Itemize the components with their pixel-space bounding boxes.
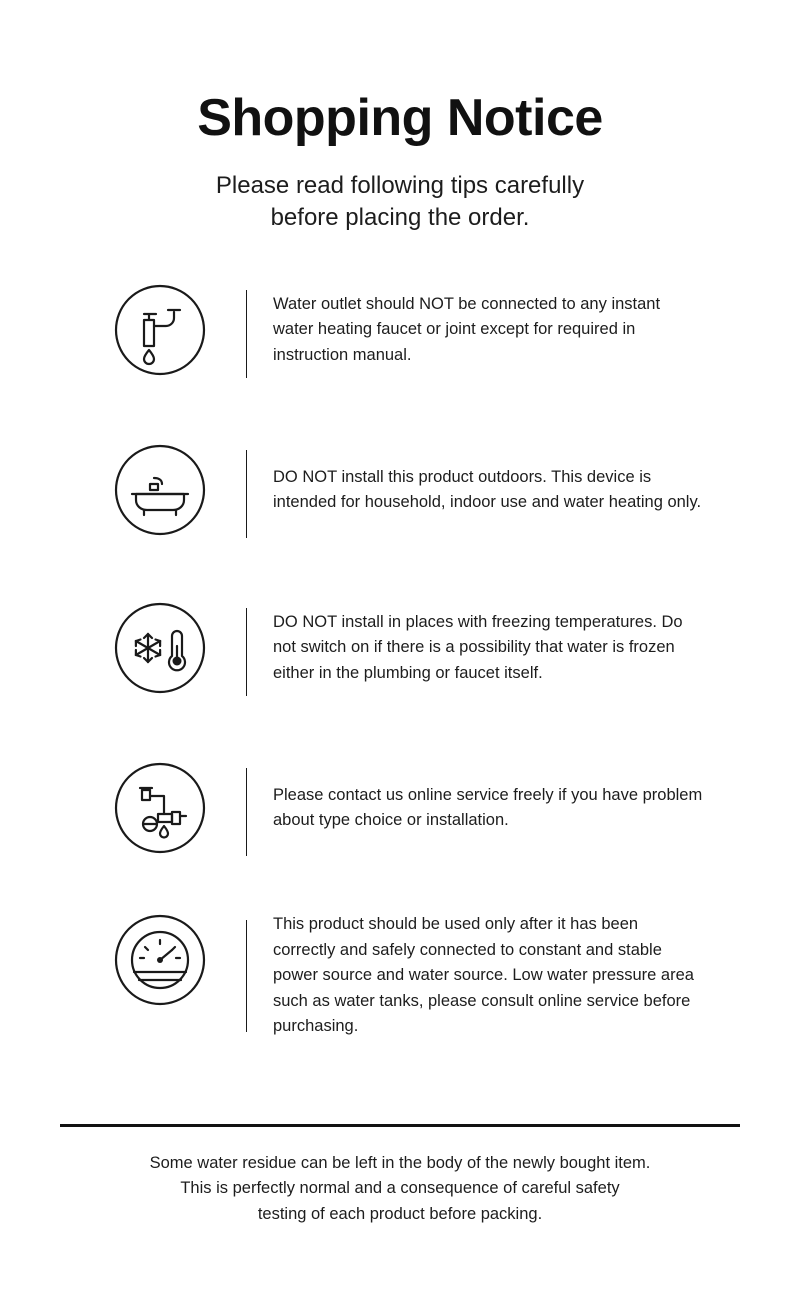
tip-text (247, 282, 704, 378)
tip-text-content: DO NOT install this product outdoors. This device is intended for household, indoor use and water heating only. (273, 467, 702, 511)
snowflake-thermometer-icon (112, 600, 208, 696)
tip-text-content: DO NOT install in places with freezing temperatures. Do not switch on if there is a possibility that water is frozen either in the plumbing or faucet itself. (273, 612, 683, 682)
tip-text-content: Water outlet should NOT be connected to any instant water heating faucet or joint except for required in instruction manual. (273, 294, 661, 364)
tip-text (247, 912, 704, 1040)
tip-item (0, 600, 800, 704)
page-subtitle (0, 148, 800, 234)
tip-text (247, 442, 704, 538)
footer-line-2: This is perfectly normal and a consequence of careful safety (180, 1179, 620, 1197)
tip-item (0, 442, 800, 546)
tip-text-content: Please contact us online service freely if you have problem about type choice or installation. (273, 785, 703, 829)
subtitle-line-1: Please read following tips carefully (215, 172, 585, 199)
subtitle-line-2: before placing the order. (270, 204, 530, 231)
tip-text-content: This product should be used only after it has been correctly and safely connected to constant and stable power source and water source. Low water pressure area such as water tanks, please consult online service before purchasing. (273, 915, 694, 1035)
tips-list (0, 282, 800, 1040)
tip-item (0, 282, 800, 386)
tip-text (247, 600, 704, 696)
tip-text (247, 760, 704, 856)
bathtub-outdoor-icon (112, 442, 208, 538)
tip-item (0, 760, 800, 864)
footer-note (0, 1127, 800, 1228)
faucet-drip-icon (112, 282, 208, 378)
pressure-gauge-icon (112, 912, 208, 1008)
footer-line-3: testing of each product before packing. (257, 1204, 543, 1223)
tip-item (0, 912, 800, 1040)
pipe-wrench-icon (112, 760, 208, 856)
page-title: Shopping Notice (197, 89, 603, 147)
footer-line-1: Some water residue can be left in the body of the newly bought item. (149, 1153, 651, 1172)
